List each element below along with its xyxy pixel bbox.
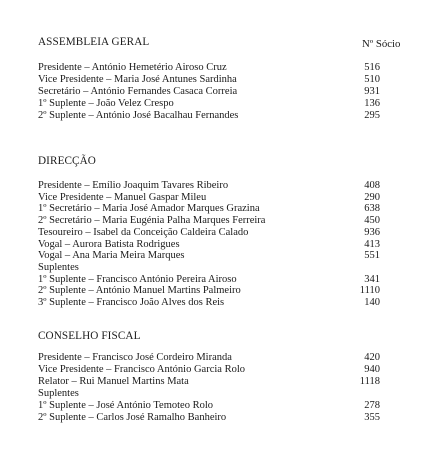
list-item: [0, 215, 440, 227]
member-entry: 2º Suplente – Carlos José Ramalho Banheiro: [38, 412, 227, 423]
member-number: 140: [364, 297, 380, 308]
member-number: 413: [364, 238, 380, 250]
list-item: [0, 285, 440, 297]
member-entry: Relator – Rui Manuel Martins Mata: [38, 376, 189, 387]
member-number: 450: [364, 215, 380, 227]
member-number: 931: [364, 86, 380, 98]
list-item: [0, 274, 440, 286]
member-entry: Vogal – Ana Maria Meira Marques: [38, 250, 185, 262]
list-item: [0, 239, 440, 251]
member-entry: Vice Presidente – Francisco António Garcia Rolo: [38, 364, 245, 375]
member-number: 638: [364, 203, 380, 215]
list-item: [0, 388, 440, 400]
socio-number-header: Nº Sócio: [362, 38, 401, 50]
member-entry: 1º Secretário – Maria José Amador Marques Grazina: [38, 203, 260, 215]
list-item: [0, 297, 440, 309]
member-number: 1118: [359, 376, 380, 387]
list-item: [0, 250, 440, 262]
member-entry: Vice Presidente – Maria José Antunes Sardinha: [38, 74, 237, 86]
member-number: 136: [364, 98, 380, 110]
member-entry: 1º Suplente – José António Temoteo Rolo: [38, 400, 213, 411]
member-number: 290: [364, 191, 380, 203]
member-entry: 1º Suplente – Francisco António Pereira Airoso: [38, 273, 237, 285]
member-number: 516: [364, 62, 380, 73]
list-item: [0, 352, 440, 364]
member-number: 936: [364, 226, 380, 238]
member-number: 420: [364, 352, 380, 363]
member-entry: Suplentes: [38, 388, 79, 399]
member-entry: Presidente – Emílio Joaquim Tavares Ribeiro: [38, 180, 229, 191]
member-entry: Secretário – António Fernandes Casaca Correia: [38, 86, 238, 98]
list-item: [0, 62, 440, 74]
member-entry: 1º Suplente – João Velez Crespo: [38, 98, 174, 110]
list-item: [0, 110, 440, 122]
member-entry: 2º Suplente – António Manuel Martins Palmeiro: [38, 285, 241, 297]
member-number: 278: [364, 400, 380, 411]
list-item: [0, 74, 440, 86]
member-number: 408: [364, 180, 380, 191]
section-title-direccao: DIRECÇÃO: [38, 155, 96, 167]
list-item: [0, 180, 440, 192]
list-item: [0, 412, 440, 424]
member-entry: Vogal – Aurora Batista Rodrigues: [38, 238, 180, 250]
list-item: [0, 262, 440, 274]
member-number: 551: [364, 250, 380, 262]
member-entry: 3º Suplente – Francisco João Alves dos Reis: [38, 297, 225, 308]
list-item: [0, 86, 440, 98]
member-entry: Vice Presidente – Manuel Gaspar Mileu: [38, 191, 207, 203]
member-number: 341: [364, 273, 380, 285]
member-number: 1110: [359, 285, 380, 297]
list-item: [0, 203, 440, 215]
member-entry: 2º Secretário – Maria Eugénia Palha Marques Ferreira: [38, 215, 266, 227]
list-item: [0, 227, 440, 239]
list-item: [0, 400, 440, 412]
member-entry: Presidente – António Hemetério Airoso Cruz: [38, 62, 227, 73]
list-item: [0, 376, 440, 388]
member-number: 355: [364, 412, 380, 423]
member-number: 295: [364, 110, 380, 122]
member-entry: Suplentes: [38, 261, 79, 273]
member-entry: Tesoureiro – Isabel da Conceição Caldeira Calado: [38, 226, 249, 238]
member-entry: 2º Suplente – António José Bacalhau Fernandes: [38, 110, 239, 122]
list-item: [0, 192, 440, 204]
section-title-assembleia-geral: ASSEMBLEIA GERAL: [38, 36, 150, 48]
member-number: 940: [364, 364, 380, 375]
member-entry: Presidente – Francisco José Cordeiro Miranda: [38, 352, 232, 363]
list-item: [0, 98, 440, 110]
section-title-conselho-fiscal: CONSELHO FISCAL: [38, 330, 141, 342]
member-number: 510: [364, 74, 380, 86]
list-item: [0, 364, 440, 376]
